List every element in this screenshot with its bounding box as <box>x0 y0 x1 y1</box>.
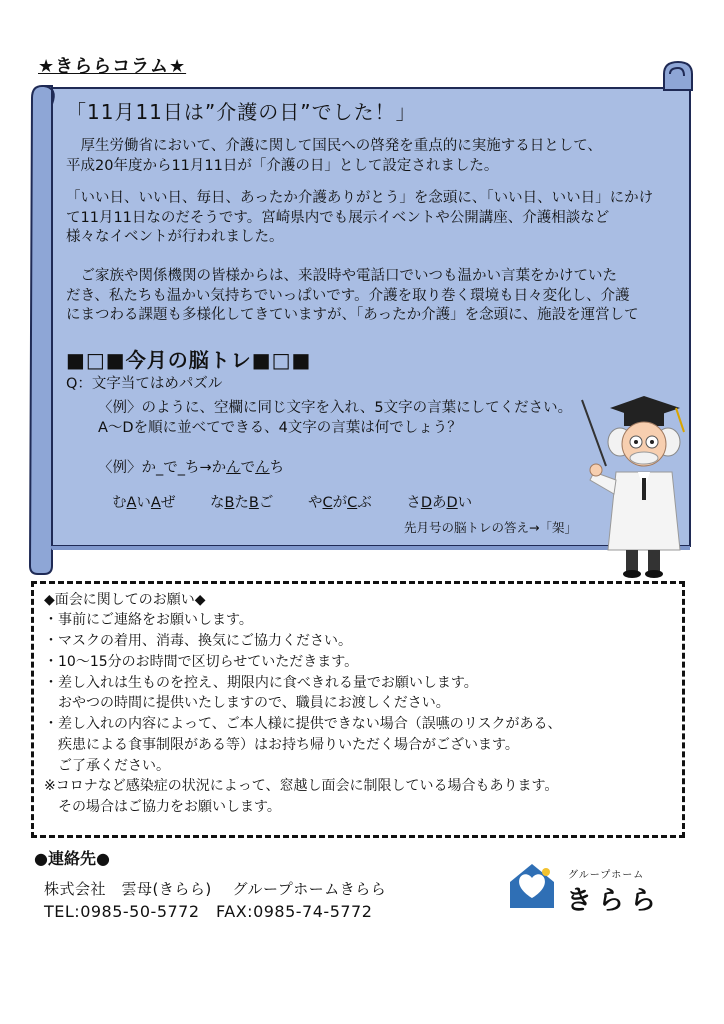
column-heading: ★きららコラム★ <box>38 56 187 77</box>
notice-line: ・事前にご連絡をお願いします。 <box>44 612 253 628</box>
notice-line: ◆面会に関してのお願い◆ <box>44 592 206 608</box>
column-paragraph-3 <box>66 267 682 326</box>
quiz-example: 〈例〉か_で_ち→かんでんち <box>98 460 285 476</box>
previous-answer: 先月号の脳トレの答え→「架」 <box>404 520 577 535</box>
quiz-instruction-2: A～Dを順に並べてできる、4文字の言葉は何でしょう？ <box>98 420 462 436</box>
paragraph-line: 様々なイベントが行われました。 <box>66 229 284 245</box>
notice-line: おやつの時間に提供いたしますので、職員にお渡しください。 <box>44 695 450 711</box>
contact-company: 株式会社 雲母(きらら) グループホームきらら <box>44 880 387 898</box>
contact-heading: ●連絡先● <box>34 849 110 868</box>
logo-subtitle: グループホーム <box>568 870 645 881</box>
paragraph-line: にまつわる課題も多様化してきていますが、「あったか介護」を念頭に、施設を運営して <box>66 307 639 323</box>
notice-line: ・差し入れは生ものを控え、期限内に食べきれる量でお願いします。 <box>44 675 478 691</box>
logo-name: きらら <box>566 886 663 916</box>
notice-line: ※コロナなど感染症の状況によって、窓越し面会に制限している場合もあります。 <box>44 778 559 794</box>
column-paragraph-1 <box>66 137 682 176</box>
contact-phones: TEL:0985-50-5772 FAX:0985-74-5772 <box>44 902 373 921</box>
notice-line: ・差し入れの内容によって、ご本人様に提供できない場合（誤嚥のリスクがある、 <box>44 716 562 732</box>
quiz-word-c: やCがCぶ <box>307 495 372 511</box>
paragraph-line: ご家族や関係機関の皆様からは、来設時や電話口でいつも温かい言葉をかけていた <box>66 268 617 284</box>
paragraph-line: だき、私たちも温かい気持ちでいっぱいです。介護を取り巻く環境も日々変化し、介護 <box>66 287 630 304</box>
quiz-word-a: むAいAぜ <box>112 495 176 511</box>
brain-training-title: ■□■今月の脳トレ■□■ <box>66 348 312 372</box>
quiz-question: Q：文字当てはめパズル <box>66 376 223 392</box>
column-paragraph-2 <box>66 189 682 248</box>
notice-line: ・マスクの着用、消毒、換気にご協力ください。 <box>44 633 352 649</box>
quiz-words <box>112 491 502 512</box>
paragraph-line: 厚生労働省において、介護に関して国民への啓発を重点的に実施する日として、 <box>66 138 602 154</box>
quiz-instruction-1: 〈例〉のように、空欄に同じ文字を入れ、5文字の言葉にしてください。 <box>98 400 573 416</box>
notice-line: その場合はご協力をお願いします。 <box>44 799 281 815</box>
quiz-word-d: さDあDい <box>406 495 473 511</box>
paragraph-line: 「いい日、いい日、毎日、あったか介護ありがとう」を念頭に、「いい日、いい日」にかけ <box>66 190 654 206</box>
paragraph-line: て11月11日なのだそうです。宮崎県内でも展示イベントや公開講座、介護相談など <box>66 209 610 226</box>
quiz-word-b: なBたBご <box>209 495 274 511</box>
professor-pointer-icon <box>576 390 696 580</box>
notice-line: ・10～15分のお時間で区切らせていただきます。 <box>44 654 359 670</box>
paragraph-line: 平成20年度から11月11日が「介護の日」として設定されました。 <box>66 157 499 174</box>
column-title: 「11月11日は”介護の日”でした！」 <box>66 100 417 124</box>
notice-line: 疾患による食事制限がある等）はお持ち帰りいただく場合がございます。 <box>44 737 519 753</box>
notice-line: ご了承ください。 <box>44 758 170 774</box>
house-heart-logo-icon <box>506 860 558 912</box>
